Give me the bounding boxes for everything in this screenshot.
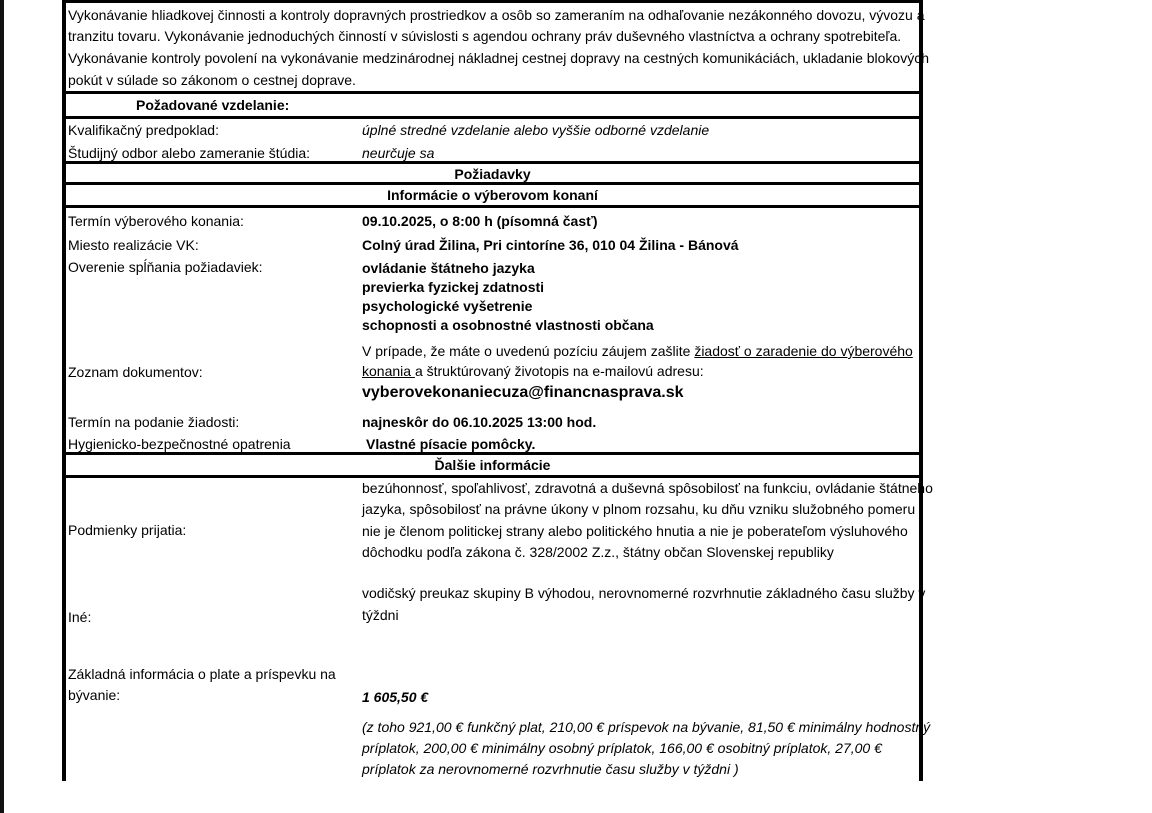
intro-line-1: Vykonávanie hliadkovej činnosti a kontroly dopravných prostriedkov a osôb so zameraním na odhaľovanie nezákonného dovozu, vývozu a (68, 7, 925, 23)
pay-detail-line: (z toho 921,00 € funkčný plat, 210,00 € príspevok na bývanie, 81,50 € minimálny hodnostný (362, 719, 931, 735)
selection-place-label: Miesto realizácie VK: (68, 237, 199, 253)
documents-text-line-2: konania a štruktúrovaný životopis na e-mailovú adresu: (362, 363, 704, 379)
divider (66, 116, 919, 119)
selection-header: Informácie o výberovom konaní (387, 187, 598, 203)
verify-item: previerka fyzickej zdatnosti (362, 279, 545, 295)
intro-line-4: pokút v súlade so zákonom o cestnej doprave. (68, 72, 356, 88)
education-header: Požadované vzdelanie: (136, 97, 290, 113)
other-line: týždni (362, 607, 399, 623)
requirements-header: Požiadavky (454, 166, 531, 182)
selection-place-value: Colný úrad Žilina, Pri cintoríne 36, 010 04 Žilina - Bánová (362, 237, 739, 253)
other-label: Iné: (68, 609, 92, 625)
qualification-value: úplné stredné vzdelanie alebo vyššie odborné vzdelanie (362, 122, 710, 138)
verify-label: Overenie spĺňania požiadaviek: (68, 259, 263, 275)
divider (66, 205, 919, 208)
other-line: vodičský preukaz skupiny B výhodou, nerovnomerné rozvrhnutie základného času služby v (362, 585, 926, 601)
study-field-value: neurčuje sa (362, 145, 435, 161)
divider (66, 91, 919, 94)
selection-date-value: 09.10.2025, o 8:00 h (písomná časť) (362, 213, 598, 229)
study-field-label: Študijný odbor alebo zameranie štúdia: (68, 145, 311, 161)
application-link[interactable]: žiadosť o zaradenie do výberového (694, 343, 913, 359)
pay-value: 1 605,50 € (362, 689, 429, 705)
deadline-value: najneskôr do 06.10.2025 13:00 hod. (362, 414, 597, 430)
selection-date-label: Termín výberového konania: (68, 213, 244, 229)
pay-detail-line: príplatok, 200,00 € minimálny osobný príplatok, 166,00 € osobitný príplatok, 27,00 € (362, 740, 882, 756)
verify-item: schopnosti a osobnostné vlastnosti občana (362, 317, 654, 333)
verify-item: psychologické vyšetrenie (362, 298, 533, 314)
pay-label-line-1: Základná informácia o plate a príspevku na (68, 666, 336, 682)
intro-line-3: Vykonávanie kontroly povolení na vykonávanie medzinárodnej nákladnej cestnej dopravy na cestných komunikáciách, ukladanie blokových (68, 50, 929, 66)
hygiene-label: Hygienicko-bezpečnostné opatrenia (68, 436, 291, 452)
verify-item: ovládanie štátneho jazyka (362, 260, 535, 276)
table-border (66, 0, 919, 3)
documents-text-line-1: V prípade, že máte o uvedenú pozíciu záujem zašlite žiadosť o zaradenie do výberového (362, 343, 913, 359)
email-address[interactable]: vyberovekonaniecuza@financnasprava.sk (362, 384, 684, 401)
hygiene-value: Vlastné písacie pomôcky. (366, 436, 536, 452)
left-window-edge (0, 0, 4, 813)
documents-label: Zoznam dokumentov: (68, 364, 203, 380)
qualification-label: Kvalifikačný predpoklad: (68, 122, 219, 138)
pay-label-line-2: bývanie: (68, 687, 121, 703)
pay-detail-line: príplatok za nerovnomerné rozvrhnutie času služby v týždni ) (362, 761, 739, 777)
conditions-line: bezúhonnosť, spoľahlivosť, zdravotná a duševná spôsobilosť na funkciu, ovládanie štátneho (362, 480, 933, 496)
conditions-label: Podmienky prijatia: (68, 522, 187, 538)
conditions-line: dôchodku podľa zákona č. 328/2002 Z.z., štátny občan Slovenskej republiky (362, 544, 834, 560)
conditions-line: nie je členom politickej strany alebo politického hnutia a nie je poberateľom výsluhového (362, 523, 908, 539)
conditions-line: jazyka, spôsobilosť na právne úkony v plnom rozsahu, ku dňu vzniku služobného pomeru (362, 501, 916, 517)
application-link-cont[interactable]: konania (362, 363, 415, 379)
deadline-label: Termín na podanie žiadosti: (68, 414, 240, 430)
more-info-header: Ďalšie informácie (434, 457, 551, 473)
intro-line-2: tranzitu tovaru. Vykonávanie jednoduchých činností v súvislosti s agendou ochrany práv duševného vlastníctva a ochrany spotrebiteľa. (68, 28, 902, 44)
document-table (62, 0, 933, 781)
